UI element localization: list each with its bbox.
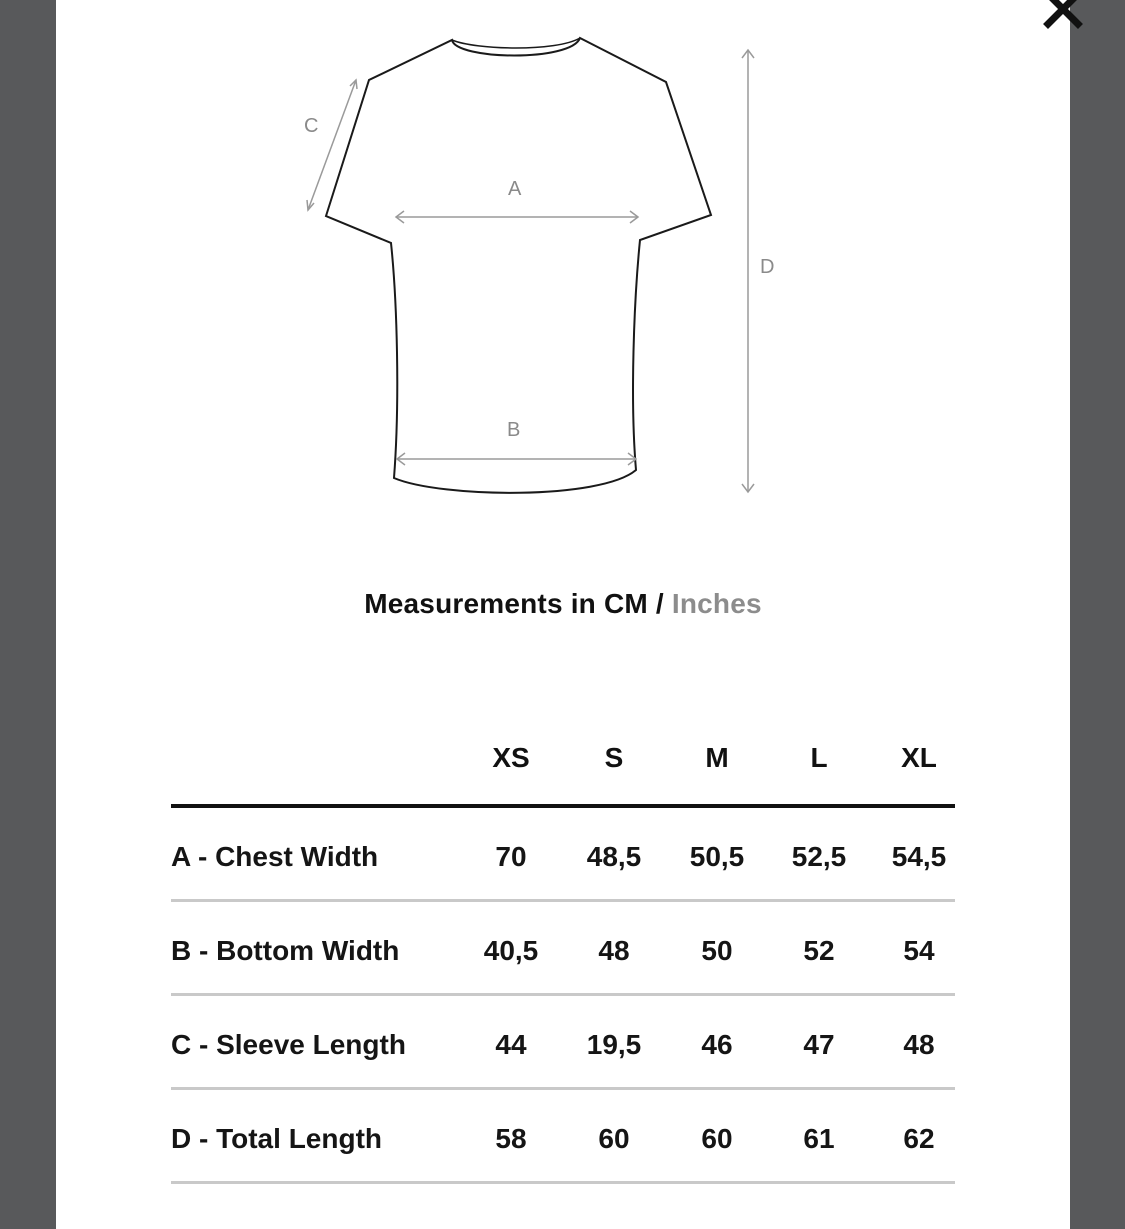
size-header-row bbox=[171, 730, 955, 808]
table-row bbox=[171, 1090, 955, 1184]
units-separator: / bbox=[655, 588, 664, 619]
size-table bbox=[171, 730, 955, 1184]
table-cell: 61 bbox=[803, 1123, 835, 1154]
table-cell: 52 bbox=[803, 935, 835, 966]
units-inches-option[interactable]: Inches bbox=[671, 588, 762, 619]
diagram-label-c: C bbox=[304, 115, 319, 137]
table-cell: 58 bbox=[495, 1123, 527, 1154]
table-cell: 62 bbox=[903, 1123, 935, 1154]
table-cell: 60 bbox=[701, 1123, 733, 1154]
row-label-bottom-width: B - Bottom Width bbox=[171, 935, 400, 966]
table-cell: 70 bbox=[495, 841, 527, 872]
table-cell: 44 bbox=[495, 1029, 527, 1060]
table-row bbox=[171, 808, 955, 902]
table-cell: 47 bbox=[803, 1029, 835, 1060]
size-header-xs: XS bbox=[492, 742, 530, 773]
table-row bbox=[171, 996, 955, 1090]
units-toggle bbox=[56, 588, 1070, 620]
table-cell: 40,5 bbox=[483, 935, 539, 966]
table-cell: 50 bbox=[701, 935, 733, 966]
units-cm-option[interactable]: Measurements in CM bbox=[364, 588, 648, 619]
table-cell: 48,5 bbox=[586, 841, 642, 872]
size-header-s: S bbox=[604, 742, 624, 773]
table-cell: 50,5 bbox=[689, 841, 745, 872]
size-header-l: L bbox=[810, 742, 828, 773]
table-cell: 52,5 bbox=[791, 841, 847, 872]
row-label-sleeve-length: C - Sleeve Length bbox=[171, 1029, 406, 1060]
table-cell: 48 bbox=[598, 935, 630, 966]
row-label-total-length: D - Total Length bbox=[171, 1123, 382, 1154]
tshirt-diagram bbox=[56, 0, 1070, 560]
table-cell: 54,5 bbox=[891, 841, 947, 872]
table-cell: 19,5 bbox=[586, 1029, 642, 1060]
size-header-m: M bbox=[705, 742, 729, 773]
diagram-label-d: D bbox=[760, 256, 775, 278]
diagram-label-a: A bbox=[508, 178, 522, 200]
table-cell: 48 bbox=[903, 1029, 935, 1060]
size-header-xl: XL bbox=[901, 742, 937, 773]
table-cell: 46 bbox=[701, 1029, 733, 1060]
size-guide-modal bbox=[56, 0, 1070, 1229]
table-row bbox=[171, 902, 955, 996]
table-cell: 54 bbox=[903, 935, 935, 966]
row-label-chest-width: A - Chest Width bbox=[171, 841, 379, 872]
diagram-label-b: B bbox=[507, 419, 521, 441]
table-cell: 60 bbox=[598, 1123, 630, 1154]
